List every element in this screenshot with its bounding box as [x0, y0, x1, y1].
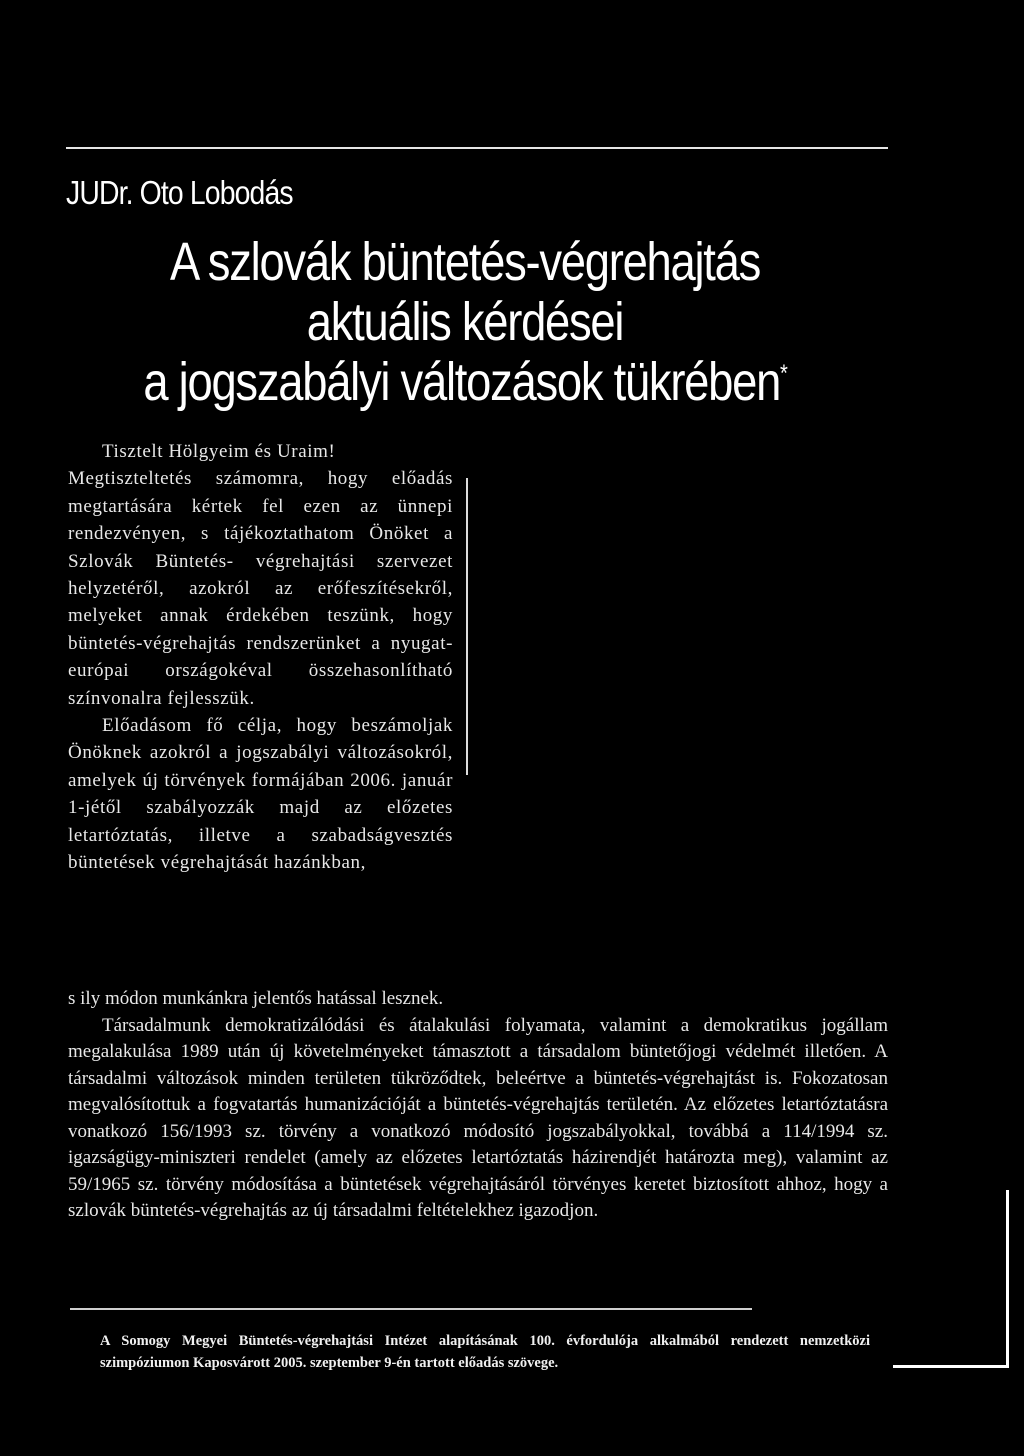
paragraph-2: Előadásom fő célja, hogy beszámoljak Önöknek azokról a jogszabályi változásokról, amelyek új törvények formájában 2006. január 1-jétől szabályozzák majd az előzetes letartóztatás, illetve a szabadságvesztés büntetések végrehajtását hazánkban, — [68, 715, 453, 874]
greeting: Tisztelt Hölgyeim és Uraim! — [102, 441, 336, 462]
footnote-rule — [70, 1308, 752, 1310]
author-name: JUDr. Oto Lobodás — [66, 174, 293, 211]
title-line-3-text: a jogszabályi változások tükrében — [143, 352, 781, 412]
narrow-column — [68, 438, 453, 877]
corner-bar-vertical — [1006, 1190, 1009, 1368]
top-rule — [66, 147, 888, 149]
full-width-text — [68, 986, 888, 1225]
column-divider — [466, 478, 468, 775]
corner-bar-horizontal — [893, 1365, 1009, 1368]
article-title — [70, 232, 860, 412]
footnote-mark: * — [780, 360, 787, 387]
paragraph-3: Társadalmunk demokratizálódási és átalakulási folyamata, valamint a demokratikus jogállam megalakulása 1989 után új követelményeket támasztott a társadalom büntetőjogi védelmét illetően. A társadalmi változások minden területen tükröződtek, beleértve a büntetés-végrehajtást is. Fokozatosan megvalósítottuk a fogvatartás humanizációját a büntetés-végrehajtás területén. Az előzetes letartóztatásra vonatkozó 156/1993 sz. törvény a vonatkozó módosító jogszabályokkal, továbbá a 114/1994 sz. igazságügy-miniszteri rendelet (amely az előzetes letartóztatás házirendjét határozta meg), valamint az 59/1965 sz. törvény módosítása a büntetések végrehajtásáról törvényes keretet biztosított ahhoz, hogy a szlovák büntetés-végrehajtás az új társadalmi feltételekhez igazodjon. — [68, 1014, 888, 1221]
title-line-3 — [133, 352, 797, 412]
footnote: A Somogy Megyei Büntetés-végrehajtási Intézet alapításának 100. évfordulója alkalmából rendezett nemzetközi szimpóziumon Kaposvárott 2005. szeptember 9-én tartott előadás szövege. — [100, 1333, 870, 1371]
title-line-2: aktuális kérdései — [306, 292, 624, 352]
title-line-1: A szlovák büntetés-végrehajtás — [169, 232, 761, 292]
paragraph-2-continuation: s ily módon munkánkra jelentős hatással lesznek. — [68, 988, 444, 1009]
paragraph-1: Megtiszteltetés számomra, hogy előadás megtartására kértek fel ezen az ünnepi rendezvényen, s tájékoztathatom Önöket a Szlovák Büntetés- végrehajtási szervezet helyzetéről, azokról az erőfeszítésekről, melyeket annak érdekében teszünk, hogy büntetés-végrehajtás rendszerünket a nyugat-európai országokéval összehasonlítható színvonalra fejlesszük. — [68, 468, 453, 709]
